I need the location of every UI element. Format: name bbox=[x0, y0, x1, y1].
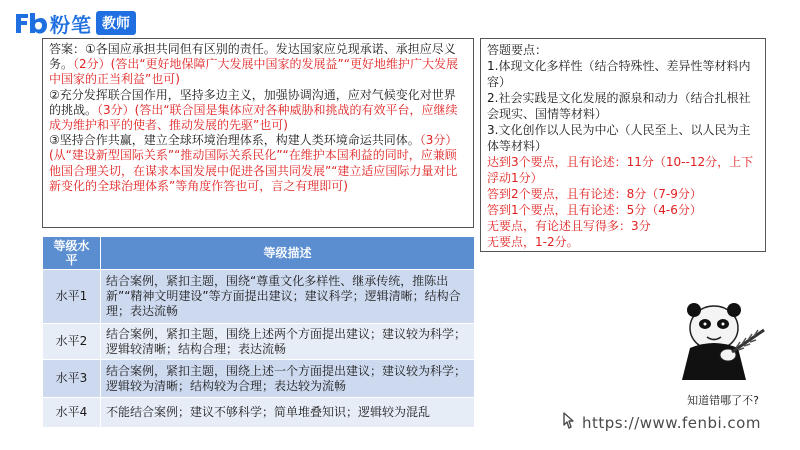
description-cell: 结合案例，紧扣主题，围绕“尊重文化多样性、继承传统，推陈出新”“精神文明建设”等方面提出建议；建议科学；逻辑清晰；结构合理；表达流畅 bbox=[101, 270, 475, 324]
point-item: 3.文化创作以人民为中心（人民至上、以人民为主体等材料） bbox=[487, 123, 751, 153]
brand-name: 粉笔 bbox=[50, 12, 92, 37]
header-level: 等级水平 bbox=[43, 237, 101, 270]
level-cell: 水平1 bbox=[43, 270, 101, 324]
answer-paragraph-3 bbox=[49, 133, 467, 194]
teacher-badge: 教师 bbox=[96, 11, 136, 35]
table-row bbox=[43, 360, 475, 398]
description-cell: 结合案例，紧扣主题，围绕上述两个方面提出建议；建议较为科学；逻辑较清晰；结构合理；表达流畅 bbox=[101, 324, 475, 360]
table-row bbox=[43, 398, 475, 428]
answer-paragraph-2 bbox=[49, 88, 467, 134]
footer-url[interactable] bbox=[560, 412, 761, 434]
cursor-click-icon bbox=[560, 412, 576, 434]
table-row bbox=[43, 270, 475, 324]
answer-2-text: ②充分发挥联合国作用，坚持多边主义，加强协调沟通，应对气候变化对世界的挑战。 bbox=[49, 87, 456, 117]
url-text[interactable]: https://www.fenbi.com bbox=[582, 414, 761, 432]
fb-logo-icon bbox=[14, 10, 48, 36]
panda-meme-icon bbox=[676, 300, 766, 380]
score-rule: 答到1个要点，且有论述：5分（4-6分） bbox=[487, 203, 702, 217]
answer-3-score-note: （3分）(从“建设新型国际关系”“推动国际关系民化”“在维护本国利益的同时，应兼顾他国合理关切，在谋求本国发展中促进各国共同发展”“建立适应国际力量对比新变化的全球治理体系”等角度作答也可，言之有理即可) bbox=[49, 133, 458, 193]
answer-1-text: 答案：①各国应承担共同但有区别的责任。发达国家应兑现承诺、承担应尽义务。 bbox=[49, 42, 456, 72]
level-table bbox=[42, 236, 475, 428]
score-rule: 无要点，有论述且写得多：3分 bbox=[487, 219, 651, 233]
score-rule: 无要点，1-2分。 bbox=[487, 235, 579, 249]
point-item: 1.体现文化多样性（结合特殊性、差异性等材料内容） bbox=[487, 59, 751, 89]
description-cell: 结合案例，紧扣主题，围绕上述一个方面提出建议；建议较为科学；逻辑较为清晰；结构较为合理；表达较为流畅 bbox=[101, 360, 475, 398]
score-rule: 答到2个要点，且有论述：8分（7-9分） bbox=[487, 187, 702, 201]
table-header-row bbox=[43, 237, 475, 270]
header-description: 等级描述 bbox=[101, 237, 475, 270]
meme-caption: 知道错哪了不? bbox=[687, 394, 759, 407]
answer-2-score-note: （3分）(答出“联合国是集体应对各种威胁和挑战的有效平台，应继续成为维护和平的使者、推动发展的先驱”也可) bbox=[49, 102, 458, 133]
answer-box bbox=[42, 38, 474, 228]
description-cell: 不能结合案例；建议不够科学；简单堆叠知识；逻辑较为混乱 bbox=[101, 398, 475, 428]
scoring-points-box bbox=[480, 38, 766, 252]
answer-1-score-note: （2分）(答出“更好地保障广大发展中国家的发展益”“更好地维护广大发展中国家的正当利益”也可) bbox=[49, 57, 458, 87]
level-cell: 水平2 bbox=[43, 324, 101, 360]
level-cell: 水平3 bbox=[43, 360, 101, 398]
score-rule: 达到3个要点，且有论述：11分（10--12分，上下浮动1分） bbox=[487, 155, 754, 185]
answer-paragraph-1 bbox=[49, 42, 467, 88]
brand-logo bbox=[14, 8, 136, 38]
table-row bbox=[43, 324, 475, 360]
answer-3-text: ③坚持合作共赢，建立全球环境治理体系，构建人类环境命运共同体。 bbox=[49, 133, 420, 148]
point-item: 2.社会实践是文化发展的源泉和动力（结合扎根社会现实、国情等材料） bbox=[487, 91, 751, 121]
level-cell: 水平4 bbox=[43, 398, 101, 428]
points-title: 答题要点： bbox=[487, 43, 548, 57]
